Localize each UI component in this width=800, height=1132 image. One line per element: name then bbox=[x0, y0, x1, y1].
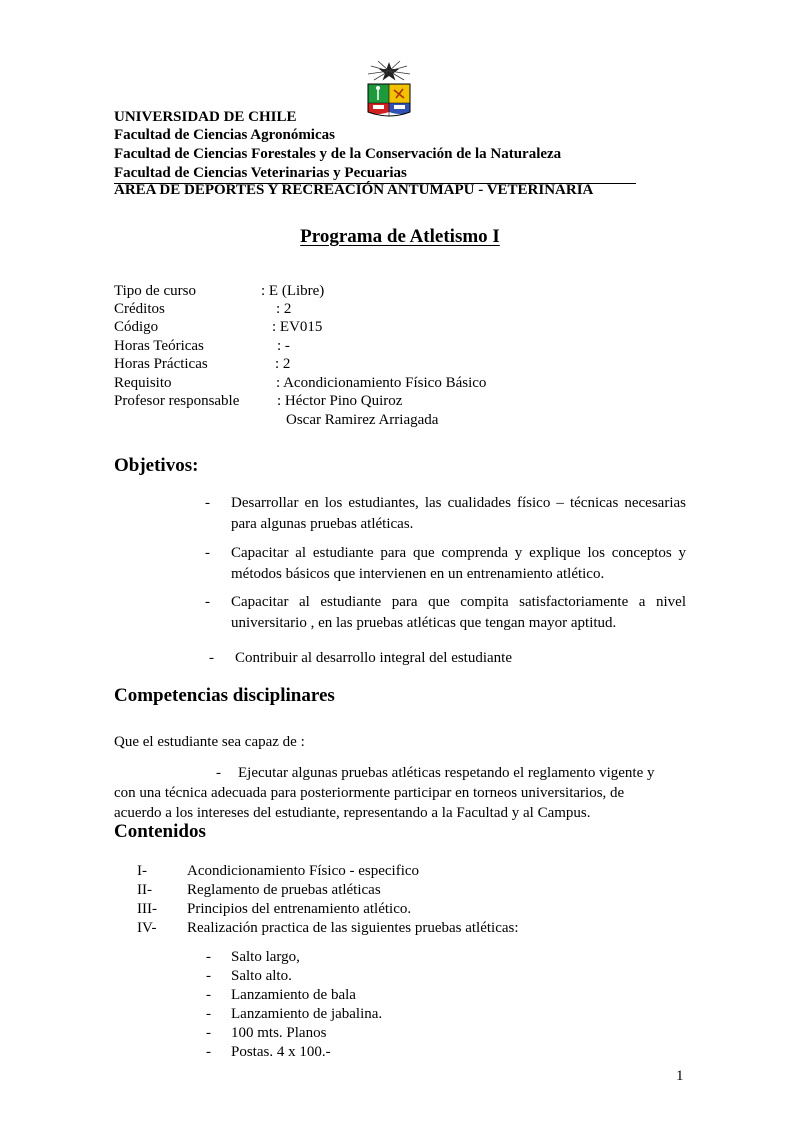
subitem-text: Lanzamiento de jabalina. bbox=[231, 1006, 383, 1022]
contenidos-heading: Contenidos bbox=[114, 821, 206, 842]
objetivo-item: - Capacitar al estudiante para que compita satisfactoriamente a nivel universitario , en las pruebas atléticas que tengan mayor aptitud. bbox=[205, 594, 686, 631]
faculty-agronomicas: Facultad de Ciencias Agronómicas bbox=[114, 127, 335, 143]
subitem-dash: - bbox=[206, 1044, 211, 1060]
competencias-dash: - bbox=[216, 765, 221, 781]
subitem-text: Lanzamiento de bala bbox=[231, 987, 356, 1003]
area-name: AREA DE DEPORTES Y RECREACIÓN ANTUMAPU - VETERINARIA bbox=[114, 182, 594, 198]
contenido-text: Reglamento de pruebas atléticas bbox=[187, 882, 381, 898]
competencias-line-2: con una técnica adecuada para posteriormente participar en torneos universitarios, de bbox=[114, 785, 625, 801]
competencias-line-3: acuerdo a los intereses del estudiante, representando a la Facultad y al Campus. bbox=[114, 805, 591, 821]
info-value-profesor-2: Oscar Ramirez Arriagada bbox=[286, 412, 439, 428]
contenido-number: IV- bbox=[137, 920, 157, 936]
university-name: UNIVERSIDAD DE CHILE bbox=[114, 109, 297, 125]
faculty-forestales: Facultad de Ciencias Forestales y de la Conservación de la Naturaleza bbox=[114, 146, 562, 162]
page-number: 1 bbox=[676, 1068, 684, 1084]
star-icon bbox=[368, 61, 410, 81]
subitem-dash: - bbox=[206, 1025, 211, 1041]
contenido-number: I- bbox=[137, 863, 147, 879]
info-value-teoricas: : - bbox=[277, 338, 290, 354]
info-value-practicas: : 2 bbox=[275, 356, 291, 372]
info-value-tipo: : E (Libre) bbox=[261, 283, 325, 299]
contenido-number: III- bbox=[137, 901, 157, 917]
subitem-text: 100 mts. Planos bbox=[231, 1025, 327, 1041]
subitem-dash: - bbox=[206, 1006, 211, 1022]
info-label-codigo: Código bbox=[114, 319, 159, 335]
competencias-intro: Que el estudiante sea capaz de : bbox=[114, 734, 305, 750]
info-label-requisito: Requisito bbox=[114, 375, 172, 391]
competencias-heading: Competencias disciplinares bbox=[114, 685, 335, 706]
info-value-requisito: : Acondicionamiento Físico Básico bbox=[276, 375, 487, 391]
objetivos-heading: Objetivos: bbox=[114, 455, 199, 476]
objetivo-item: - Contribuir al desarrollo integral del estudiante bbox=[209, 650, 513, 666]
faculty-veterinarias: Facultad de Ciencias Veterinarias y Pecuarias bbox=[114, 165, 407, 181]
info-value-codigo: : EV015 bbox=[272, 319, 323, 335]
contenido-text: Realización practica de las siguientes pruebas atléticas: bbox=[187, 920, 519, 936]
objetivo-item: - Desarrollar en los estudiantes, las cualidades físico – técnicas necesarias para algunas pruebas atléticas. bbox=[205, 495, 686, 532]
info-label-teoricas: Horas Teóricas bbox=[114, 338, 204, 354]
info-label-tipo: Tipo de curso bbox=[114, 283, 196, 299]
subitem-text: Postas. 4 x 100.- bbox=[231, 1044, 331, 1060]
objetivo-item: - Capacitar al estudiante para que comprenda y explique los conceptos y métodos básicos que intervienen en un entrenamiento atlético. bbox=[205, 545, 686, 582]
competencias-line-1: Ejecutar algunas pruebas atléticas respetando el reglamento vigente y bbox=[238, 765, 655, 781]
info-value-creditos: : 2 bbox=[276, 301, 292, 317]
info-value-profesor: : Héctor Pino Quiroz bbox=[277, 393, 403, 409]
subitem-dash: - bbox=[206, 968, 211, 984]
contenido-text: Principios del entrenamiento atlético. bbox=[187, 901, 412, 917]
subitem-dash: - bbox=[206, 949, 211, 965]
info-label-creditos: Créditos bbox=[114, 301, 165, 317]
info-label-profesor: Profesor responsable bbox=[114, 393, 240, 409]
university-logo bbox=[356, 60, 422, 124]
subitem-text: Salto largo, bbox=[231, 949, 300, 965]
info-label-practicas: Horas Prácticas bbox=[114, 356, 208, 372]
contenido-number: II- bbox=[137, 882, 152, 898]
subitem-dash: - bbox=[206, 987, 211, 1003]
page-title: Programa de Atletismo I bbox=[300, 226, 500, 247]
shield-icon bbox=[368, 84, 410, 116]
contenido-text: Acondicionamiento Físico - especifico bbox=[187, 863, 420, 879]
subitem-text: Salto alto. bbox=[231, 968, 292, 984]
